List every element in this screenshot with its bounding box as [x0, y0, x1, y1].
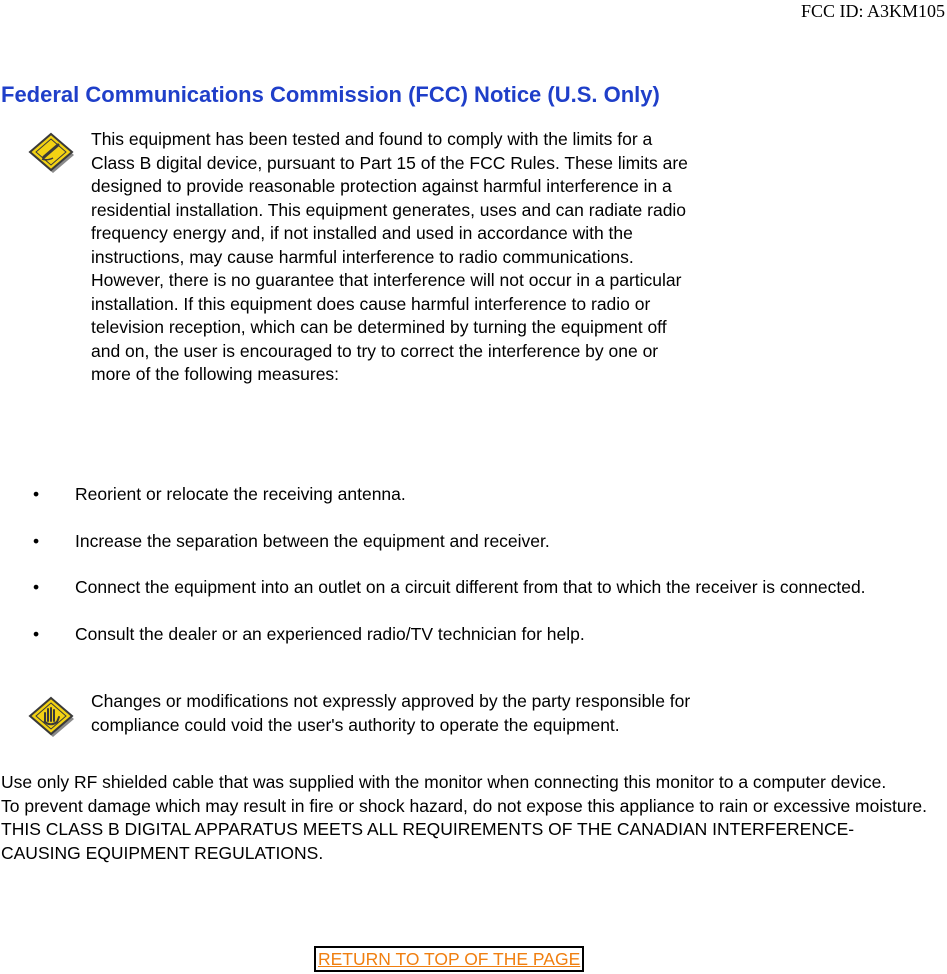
- measure-text: Increase the separation between the equipment and receiver.: [75, 530, 550, 551]
- canadian-notice: THIS CLASS B DIGITAL APPARATUS MEETS ALL REQUIREMENTS OF THE CANADIAN INTERFERENCE-CAUSING EQUIPMENT REGULATIONS.: [1, 819, 855, 863]
- list-item: [0, 483, 925, 507]
- modifications-notice: Changes or modifications not expressly approved by the party responsible for compliance could void the user's authority to operate the equipment.: [91, 691, 691, 735]
- bullet-icon: •: [33, 577, 40, 597]
- moisture-notice: To prevent damage which may result in fire or shock hazard, do not expose this appliance to rain or excessive moisture.: [1, 795, 928, 816]
- caution-hand-icon: [28, 692, 74, 752]
- compliance-notice: This equipment has been tested and found to comply with the limits for a Class B digital device, pursuant to Part 15 of the FCC Rules. These limits are designed to provide reasonable protection against harmful interference in a residential installation. This equipment generates, uses and can radiate radio frequency energy and, if not installed and used in accordance with the instructions, may cause harmful interference to radio communications. However, there is no guarantee that interference will not occur in a particular installation. If this equipment does cause harmful interference to radio or television reception, which can be determined by turning the equipment off and on, the user is encouraged to try to correct the interference by one or more of the following measures:: [91, 129, 688, 384]
- bullet-icon: •: [33, 623, 40, 644]
- note-pen-icon: [28, 128, 74, 188]
- list-item: [0, 576, 925, 600]
- fcc-id-label: FCC ID: A3KM105: [800, 1, 945, 21]
- measure-text: Connect the equipment into an outlet on a circuit different from that to which the receiver is connected.: [75, 577, 866, 597]
- page-title: Federal Communications Commission (FCC) Notice (U.S. Only): [1, 82, 660, 107]
- return-to-top-link[interactable]: RETURN TO TOP OF THE PAGE: [314, 946, 584, 972]
- list-item: [0, 530, 925, 554]
- list-item: [0, 623, 925, 647]
- rf-cable-notice: Use only RF shielded cable that was supplied with the monitor when connecting this monitor to a computer device.: [1, 772, 887, 792]
- bullet-icon: •: [33, 530, 40, 551]
- bullet-icon: •: [33, 484, 40, 504]
- measure-text: Reorient or relocate the receiving antenna.: [75, 484, 406, 504]
- measure-text: Consult the dealer or an experienced radio/TV technician for help.: [75, 623, 585, 644]
- additional-notices: [1, 771, 931, 865]
- measures-list: [0, 483, 947, 669]
